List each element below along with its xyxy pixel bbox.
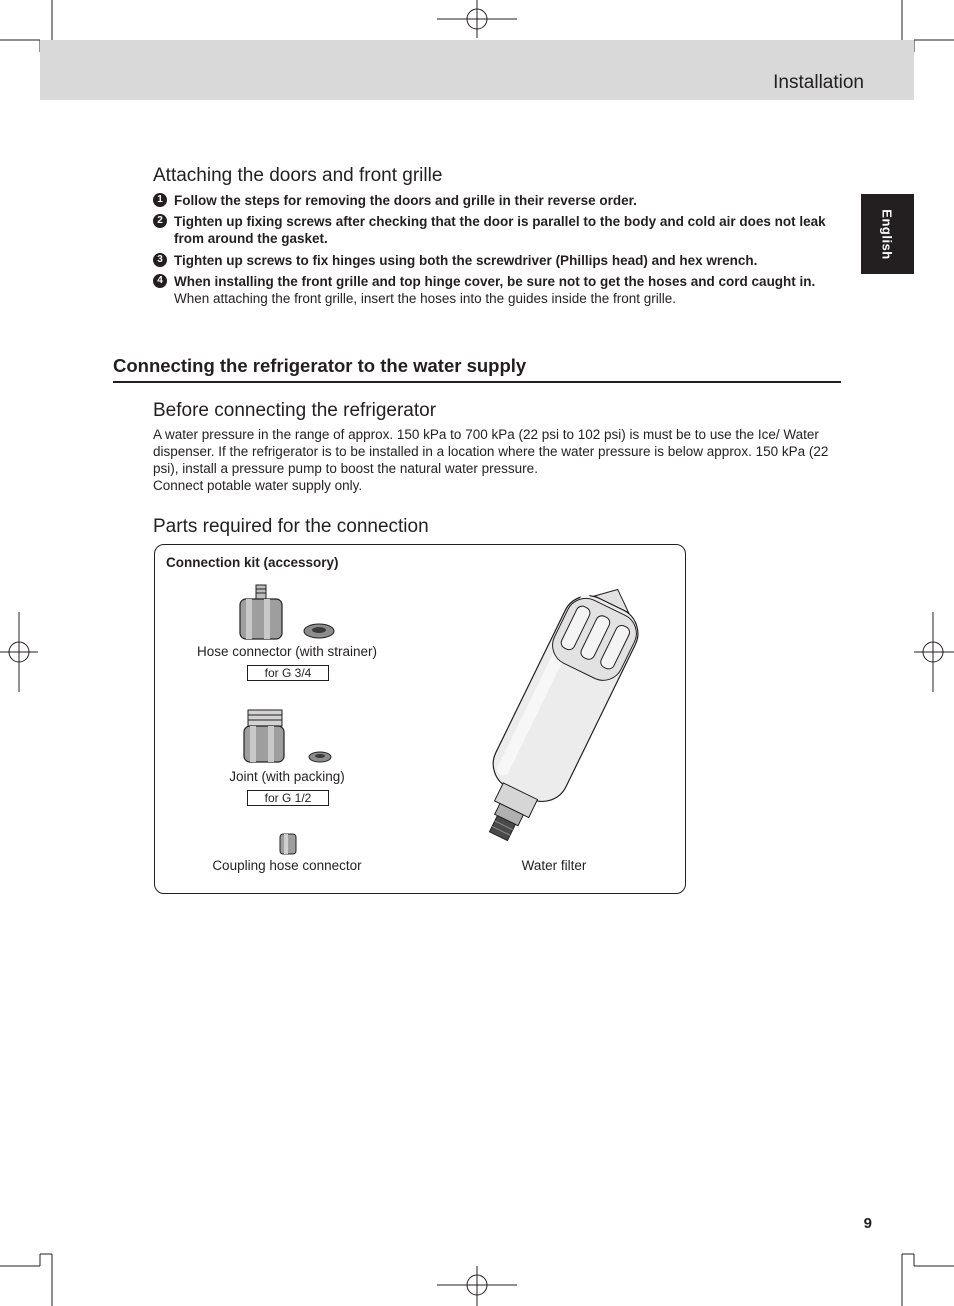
- page-number: 9: [863, 1215, 872, 1232]
- step-note: When attaching the front grille, insert the hoses into the guides inside the front grille.: [174, 291, 677, 306]
- before-note: Connect potable water supply only.: [153, 478, 363, 493]
- hose-connector-illustration: [237, 585, 337, 645]
- coupling-illustration: [279, 833, 299, 857]
- step-number-badge: 2: [153, 214, 167, 228]
- part-spec-box: for G 3/4: [247, 665, 329, 681]
- subheading-parts: Parts required for the connection: [153, 516, 429, 537]
- step-text: Tighten up screws to fix hinges using both the screwdriver (Phillips head) and hex wrench.: [174, 253, 758, 268]
- part-label: Hose connector (with strainer): [196, 644, 378, 659]
- joint-illustration: [242, 710, 342, 770]
- section-heading-connect: Connecting the refrigerator to the water supply: [113, 355, 527, 376]
- subheading-before: Before connecting the refrigerator: [153, 400, 437, 421]
- step-item: [153, 273, 843, 307]
- part-label: Water filter: [521, 858, 587, 873]
- before-paragraph-block: [153, 426, 843, 494]
- water-filter-illustration: [455, 583, 655, 853]
- part-spec-box: for G 1/2: [247, 790, 329, 806]
- part-label: Joint (with packing): [229, 769, 345, 784]
- before-paragraph: A water pressure in the range of approx. 150 kPa to 700 kPa (22 psi to 102 psi) is must be to use the Ice/ Water dispenser. If the refrigerator is to be installed in a location where the water pressure is below approx. 150 kPa (22 psi), install a pressure pump to boost the natural water pressure.: [153, 427, 829, 476]
- section-divider: [113, 381, 841, 383]
- page-header-title: Installation: [773, 72, 864, 93]
- step-item: [153, 213, 843, 247]
- language-tab-label: English: [879, 208, 895, 260]
- step-text: Tighten up fixing screws after checking that the door is parallel to the body and cold air does not leak from around the gasket.: [174, 214, 826, 246]
- step-item: [153, 252, 843, 269]
- part-label: Coupling hose connector: [212, 858, 362, 873]
- language-tab: [861, 194, 914, 274]
- step-number-badge: 4: [153, 274, 167, 288]
- step-text: Follow the steps for removing the doors and grille in their reverse order.: [174, 193, 637, 208]
- section-heading-attach: Attaching the doors and front grille: [153, 165, 443, 186]
- kit-title: Connection kit (accessory): [166, 555, 339, 570]
- step-number-badge: 3: [153, 253, 167, 267]
- step-item: [153, 192, 843, 209]
- step-text: When installing the front grille and top hinge cover, be sure not to get the hoses and cord caught in.: [174, 274, 816, 289]
- step-number-badge: 1: [153, 193, 167, 207]
